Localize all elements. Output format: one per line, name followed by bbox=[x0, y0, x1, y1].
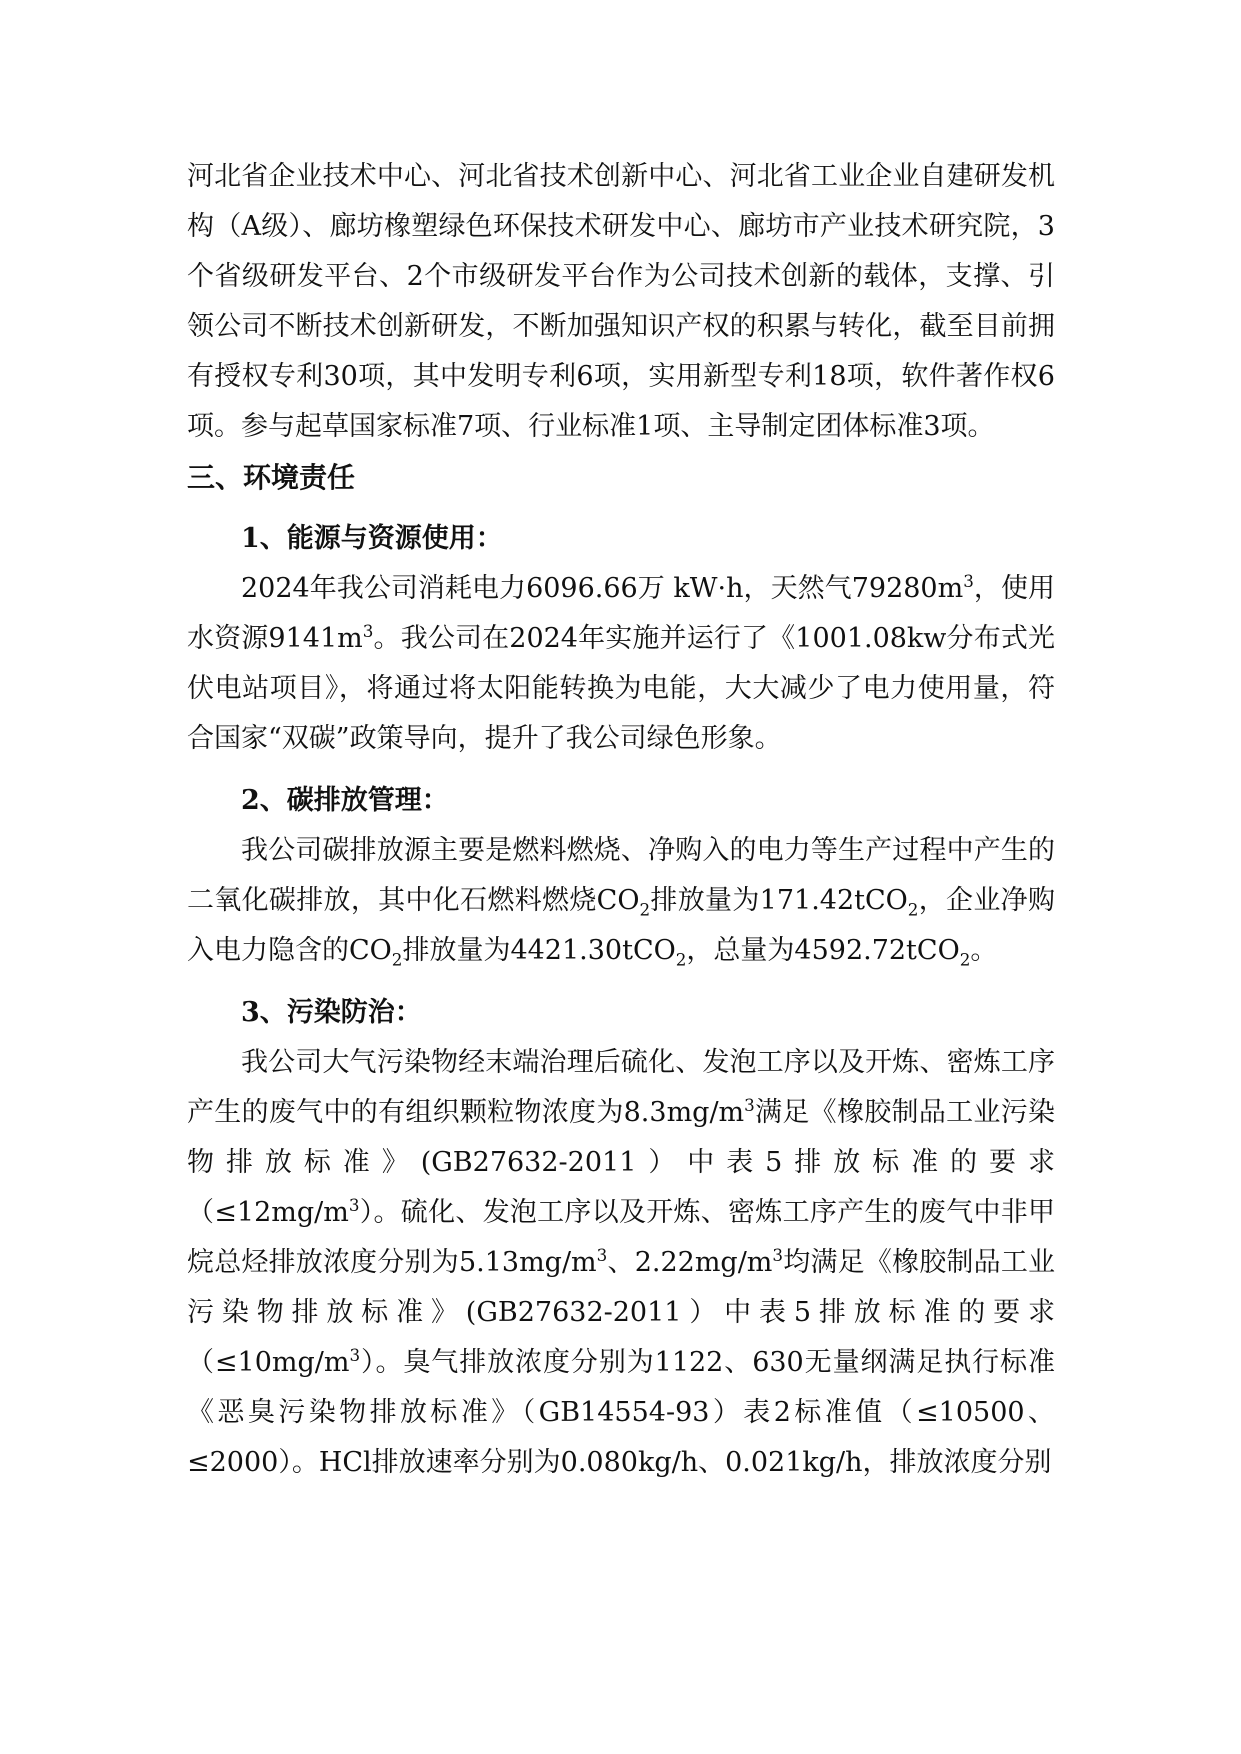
paragraph-carbon: 我公司碳排放源主要是燃料燃烧、净购入的电力等生产过程中产生的二氧化碳排放，其中化石燃料燃烧$CO_2$排放量为171.42tCO$_2$，企业净购入电力隐含的$CO_2$排放量为4421.30tCO$_2$，总量为4592.72tCO$_2$。 bbox=[187, 835, 1055, 970]
paragraph-pollution: 我公司大气污染物经末端治理后硫化、发泡工序以及开炼、密炼工序产生的废气中的有组织颗粒物浓度为$8.3mg/m^3$满足《橡胶制品工业污染物排放标准》(GB27632-2011）中表5排放标准的要求$(\le 12mg/m^3)$。硫化、发泡工序以及开炼、密炼工序产生的废气中非甲烷总烃排放浓度分别为$5.13mg/m^3$、$2.22mg/m^3$均满足《橡胶制品工业污染物排放标准》(GB27632-2011）中表5排放标准的要求$(\le 10mg/m^3)$。臭气排放浓度分别为1122、630无量纲满足执行标准《恶臭污染物排放标准》（GB14554-93）表2标准值（≤10500、≤2000）。HCl排放速率分别为0.080kg/h、0.021kg/h，排放浓度分别 bbox=[187, 1047, 1056, 1478]
section-title-environment: 三、环境责任 bbox=[187, 461, 356, 494]
paragraph-energy: 2024年我公司消耗电力6096.66万 kW·h，天然气$79280m^3$，使用水资源$9141m^3$。我公司在2024年实施并运行了《1001.08kw分布式光伏电站项目》，将通过将太阳能转换为电能，大大减少了电力使用量，符合国家“双碳”政策导向，提升了我公司绿色形象。 bbox=[187, 571, 1055, 754]
subsection-title-energy: 1、能源与资源使用： bbox=[241, 523, 503, 554]
document-page bbox=[187, 152, 1055, 1488]
subsection-title-carbon: 2、碳排放管理： bbox=[241, 785, 449, 816]
paragraph-rd-platforms: 河北省企业技术中心、河北省技术创新中心、河北省工业企业自建研发机构（A级）、廊坊橡塑绿色环保技术研发中心、廊坊市产业技术研究院，3个省级研发平台、2个市级研发平台作为公司技术创新的载体，支撑、引领公司不断技术创新研发，不断加强知识产权的积累与转化，截至目前拥有授权专利30项，其中发明专利6项，实用新型专利18项，软件著作权6项。参与起草国家标准7项、行业标准1项、主导制定团体标准3项。 bbox=[187, 161, 1055, 442]
subsection-title-pollution: 3、污染防治： bbox=[241, 997, 422, 1028]
